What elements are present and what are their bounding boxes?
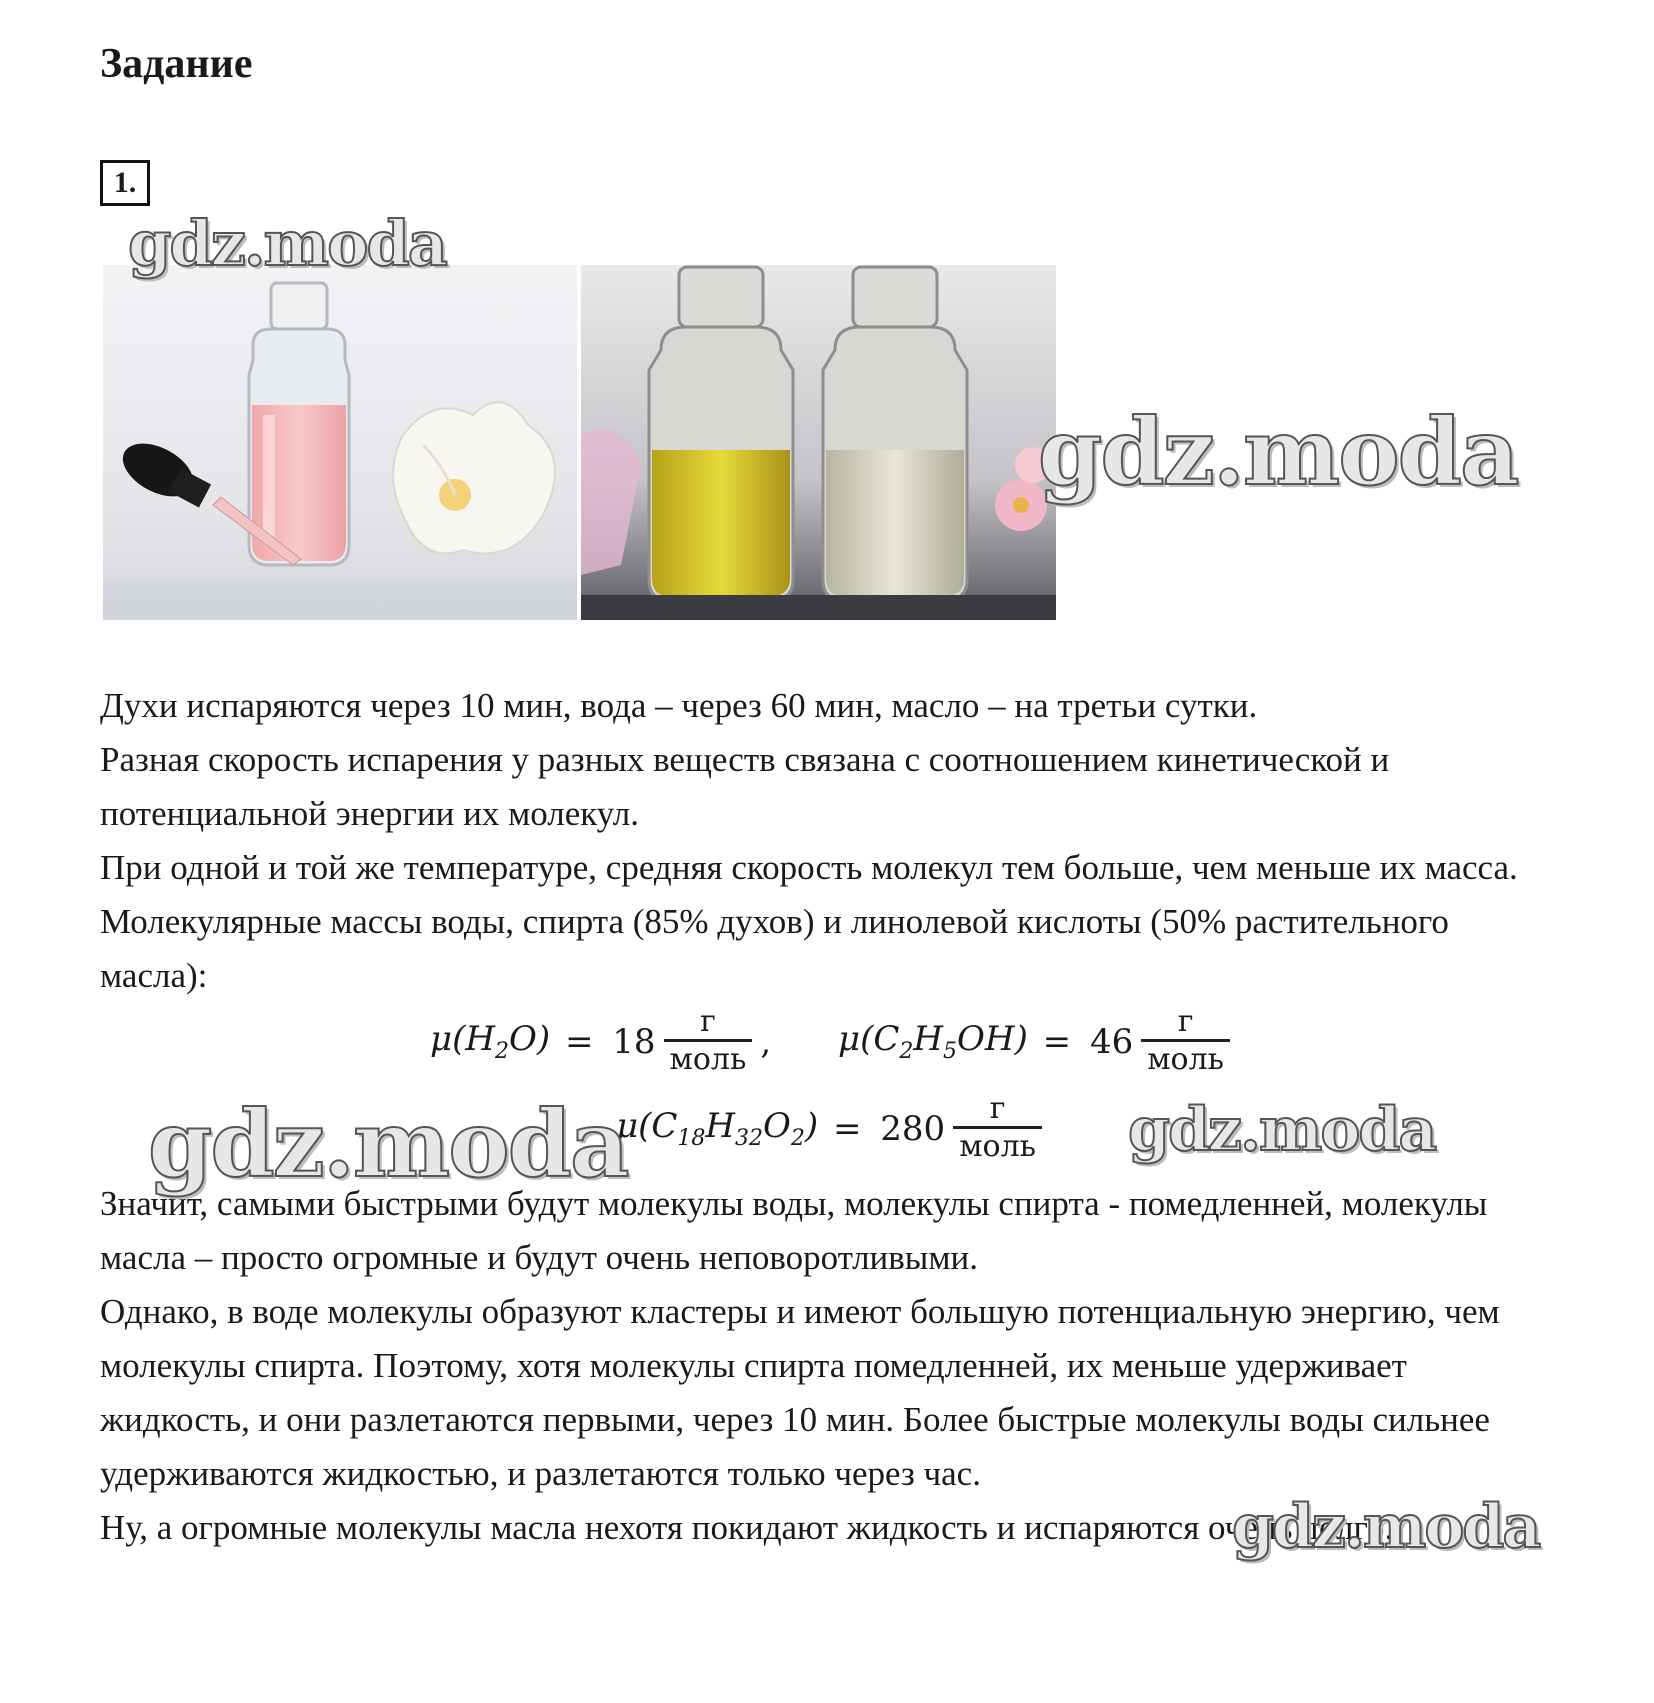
watermark: gdz.moda	[148, 1090, 628, 1198]
unit-fraction: $\frac{г}{\text{моль}}$	[664, 1005, 753, 1078]
formula-value: 280	[880, 1108, 946, 1149]
formula-water-molar-mass: $\mu(H_2O)$ = 18 $\frac{г}{\text{моль}}$ ,	[430, 1004, 772, 1077]
task-number-box: 1.	[100, 160, 150, 206]
perfume-bottle-photo	[103, 265, 577, 620]
pink-perfume-bottle-icon	[103, 265, 577, 620]
paragraph: Ну, а огромные молекулы масла нехотя покидают жидкость и испаряются очень долго.	[100, 1508, 1394, 1547]
paragraph: Духи испаряются через 10 мин, вода – через 60 мин, масло – на третьи сутки.	[100, 686, 1258, 725]
paragraph: При одной и той же температуре, средняя скорость молекул тем больше, чем меньше их масса. Молекулярные массы воды, спирта (85% духов) и линолевой кислоты (50% растительного масла):	[100, 848, 1518, 995]
paragraph: Разная скорость испарения у разных веществ связана с соотношением кинетической и потенциальной энергии их молекул.	[100, 740, 1390, 833]
glass-bottles-icon	[581, 265, 1056, 620]
unit-fraction: $\frac{г}{\text{моль}}$	[953, 1092, 1042, 1165]
watermark: gdz.moda	[1038, 398, 1518, 506]
unit-fraction: $\frac{г}{\text{моль}}$	[1141, 1005, 1230, 1078]
paragraph: Значит, самыми быстрыми будут молекулы воды, молекулы спирта - помедленней, молекулы масла – просто огромные и будут очень неповоротливыми.	[100, 1184, 1488, 1277]
paragraph: Однако, в воде молекулы образуют кластеры и имеют большую потенциальную энергию, чем молекулы спирта. Поэтому, хотя молекулы спирта помедленней, их меньше удерживает жидкость, и они разлетаются первыми, через 10 мин. Более быстрые молекулы воды сильнее удерживаются жидкостью, и разлетаются только через час.	[100, 1292, 1500, 1493]
text-block-top	[100, 679, 1560, 1003]
oil-bottles-photo	[581, 265, 1056, 620]
formula-linoleic-acid-molar-mass: $\mu(C_{18}H_{32}O_2)$ = 280 $\frac{г}{\text{моль}}$	[616, 1092, 1046, 1165]
watermark: gdz.moda	[1128, 1095, 1436, 1165]
formula-value: 18	[612, 1021, 656, 1062]
formula-value: 46	[1089, 1021, 1134, 1062]
photos-row	[103, 265, 1056, 620]
page-heading: Задание	[100, 41, 253, 87]
watermark: gdz.moda	[128, 207, 446, 280]
watermark: gdz.moda	[1232, 1492, 1540, 1562]
formula-ethanol-molar-mass: $\mu(C_2H_5OH)$ = 46 $\frac{г}{\text{моль}}$	[838, 1005, 1234, 1078]
